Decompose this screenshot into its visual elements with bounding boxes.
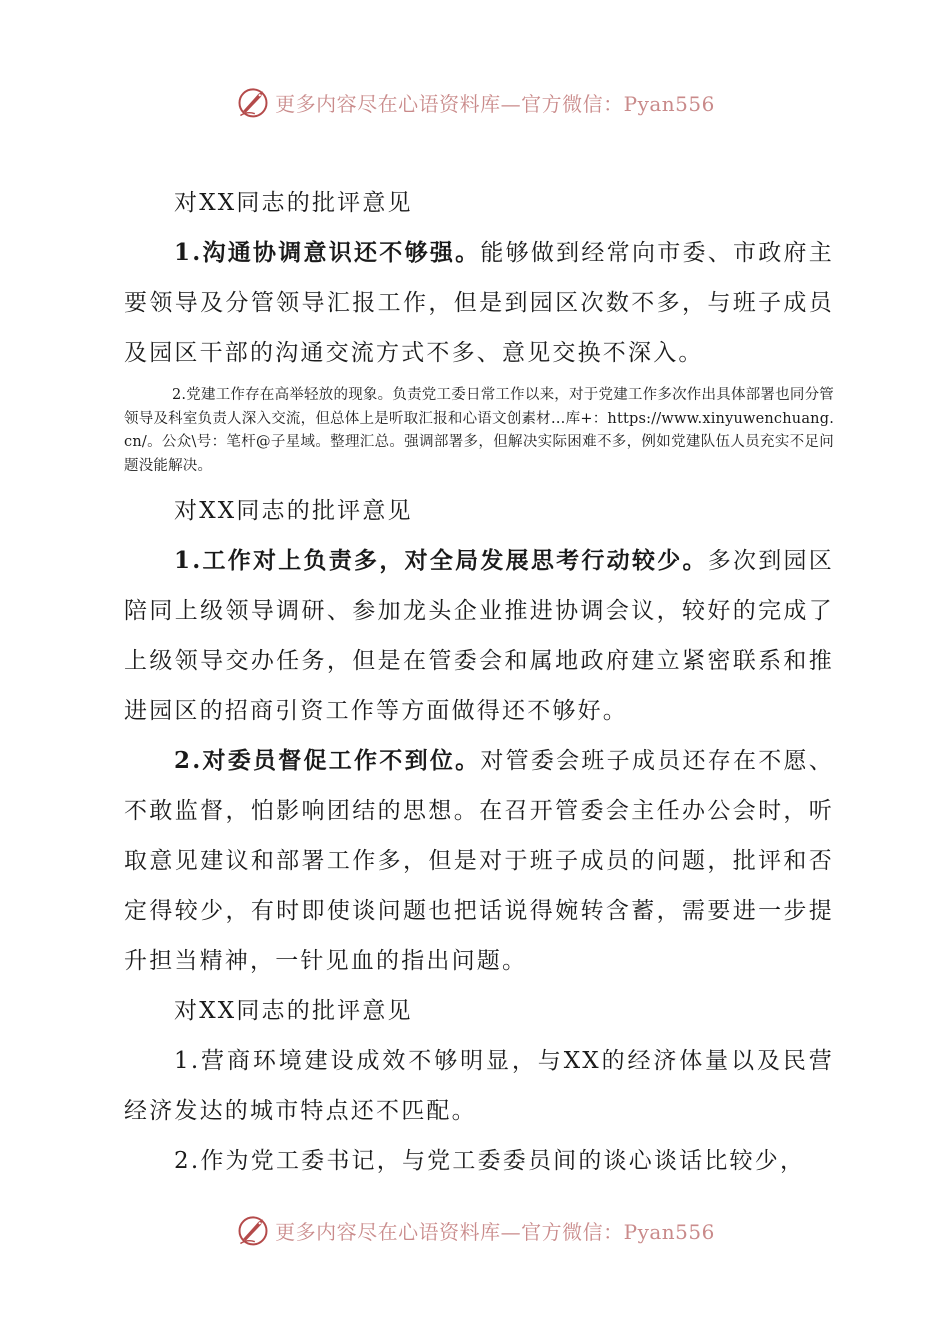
paragraph <box>124 736 834 986</box>
paragraph-text: 对管委会班子成员还存在不愿、不敢监督，怕影响团结的思想。在召开管委会主任办公会时，听取意见建议和部署工作多，但是对于班子成员的问题，批评和否定得较少，有时即使谈问题也把话说得婉转含蓄，需要进一步提升担当精神，一针见血的指出问题。 <box>124 748 834 974</box>
paragraph-text: 多次到园区陪同上级领导调研、参加龙头企业推进协调会议，较好的完成了上级领导交办任务，但是在管委会和属地政府建立紧密联系和推进园区的招商引资工作等方面做得还不够好。 <box>124 548 835 724</box>
paragraph-lead: 1.工作对上负责多，对全局发展思考行动较少。 <box>174 547 708 574</box>
paragraph-text: 能够做到经常向市委、市政府主要领导及分管领导汇报工作，但是到园区次数不多，与班子成员及园区干部的沟通交流方式不多、意见交换不深入。 <box>124 240 834 366</box>
bottom-watermark-banner <box>0 1208 950 1252</box>
top-watermark-banner <box>0 80 950 124</box>
paragraph <box>124 536 834 736</box>
pen-nib-circle-logo-icon <box>235 84 271 120</box>
inserted-note: 2.党建工作存在高举轻放的现象。负责党工委日常工作以来，对于党建工作多次作出具体部署也同分管领导及科室负责人深入交流，但总体上是听取汇报和心语文创素材…库+：https://www.xinyuwenchuang.cn/。公众\号：笔杆@子星域。整理汇总。强调部署多，但解决实际困难不多，例如党建队伍人员充实不足问题没能解决。 <box>124 387 834 474</box>
watermark-text: 更多内容尽在心语资料库—官方微信：Pyan556 <box>275 1219 715 1244</box>
watermark-text: 更多内容尽在心语资料库—官方微信：Pyan556 <box>275 91 715 116</box>
pen-nib-circle-logo-icon <box>235 1212 271 1248</box>
document-body <box>124 178 834 1186</box>
section-heading: 对XX同志的批评意见 <box>174 998 413 1024</box>
paragraph: 1.营商环境建设成效不够明显，与XX的经济体量以及民营经济发达的城市特点还不匹配。 <box>124 1048 834 1124</box>
paragraph: 2.作为党工委书记，与党工委委员间的谈心谈话比较少， <box>174 1148 806 1174</box>
section-heading: 对XX同志的批评意见 <box>174 190 413 216</box>
section-heading: 对XX同志的批评意见 <box>174 498 413 524</box>
paragraph-lead: 2.对委员督促工作不到位。 <box>174 747 481 774</box>
paragraph <box>124 228 834 378</box>
paragraph-lead: 1.沟通协调意识还不够强。 <box>174 239 481 266</box>
